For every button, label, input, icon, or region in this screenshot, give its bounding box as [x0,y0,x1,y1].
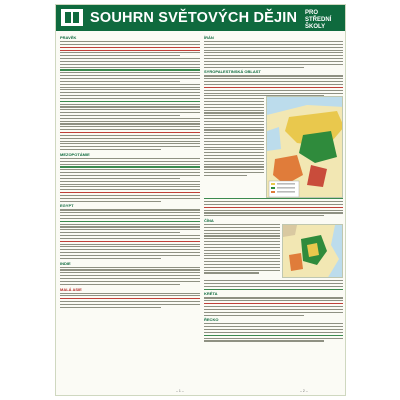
text-block-palestina [204,75,343,96]
summary-sheet [55,4,346,396]
text-block-iran [204,41,343,68]
china-map [282,224,343,278]
text-beside-map-1 [204,98,264,178]
palestine-map-row [204,98,343,198]
text-block-pravek [60,41,200,150]
china-map-graphic [283,225,343,278]
section-heading-indie: INDIE [60,260,71,266]
text-block-egypt [60,209,200,258]
china-map-row [204,224,343,280]
text-block-indie [60,267,200,285]
text-block-mala-asie [60,293,200,308]
text-block-kreta [204,297,343,315]
section-heading-pravek: PRAVĚK [60,35,77,40]
right-column [204,34,343,343]
book-icon [61,9,83,26]
page-title: SOUHRN SVĚTOVÝCH DĚJIN [90,10,298,26]
section-heading-palestina: SYROPALESTINSKÁ OBLAST [204,69,261,75]
header-bar [56,5,345,31]
section-heading-iran: ÍRÁN [204,35,214,40]
section-heading-recko: ŘECKO [204,317,219,323]
section-heading-mezopotamie: MEZOPOTÁMIE [60,151,90,157]
text-block-recko [204,323,343,341]
left-column [60,34,200,310]
section-heading-kreta: KRÉTA [204,291,218,297]
near-east-map-graphic [267,97,343,198]
text-beside-map-2 [204,224,280,275]
page-subtitle: PRO STŘEDNÍ ŠKOLY [305,10,332,30]
page-number-right: – 2 – [300,389,308,393]
text-block-mezopotamie [60,158,200,202]
near-east-map [266,96,343,198]
section-heading-mala-asie: MALÁ ASIE [60,286,82,292]
section-heading-egypt: EGYPT [60,203,74,209]
page-number-left: – 1 – [176,389,184,393]
text-block-cina-2 [204,280,343,290]
section-heading-cina: ČÍNA [204,218,214,224]
text-block-palestina-2 [204,198,343,216]
